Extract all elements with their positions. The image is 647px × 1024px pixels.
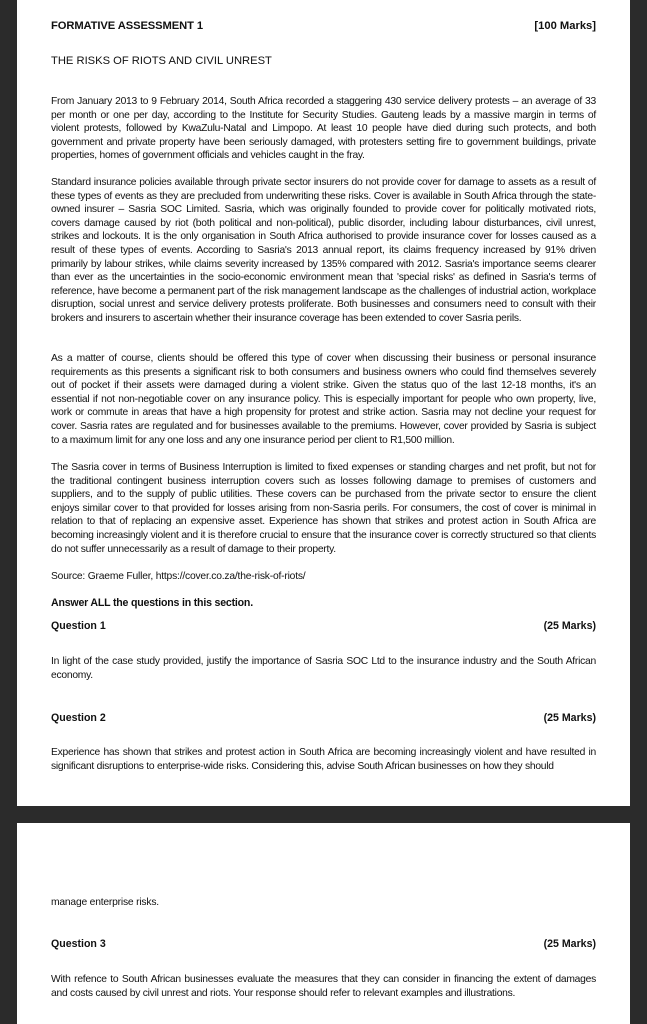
assessment-header — [51, 20, 596, 32]
question-3-text: With refence to South African businesses evaluate the measures that they can consider in financing the extent of damages and costs caused by civil unrest and riots. Your response should refer to relevant examples and illustrations. — [51, 974, 596, 999]
question-1-marks: (25 Marks) — [543, 620, 596, 632]
question-1-title: Question 1 — [51, 620, 106, 632]
paragraph-4: The Sasria cover in terms of Business Interruption is limited to fixed expenses or standing charges and net profit, but not for the traditional contingent business interruption covers such as losses following damage to premises of customers and suppliers, and to the supply of public utilities. These covers can be purchased from the private sector to ensure the client enjoys similar cover to that provided for losses arising from non-Sasria perils. For consumers, the cost of cover is minimal in relation to that of replacing an expensive asset. Experience has shown that strikes and protest action in South Africa are becoming increasingly violent and it is therefore crucial to ensure that the insurance cover is correctly structured so that clients do not suffer unnecessarily as a result of damage to their property. — [51, 462, 596, 555]
question-3-header — [51, 938, 596, 950]
question-2-header — [51, 712, 596, 724]
question-2-title: Question 2 — [51, 712, 106, 724]
document-page-2 — [17, 823, 630, 1024]
question-1-header — [51, 620, 596, 632]
section-instruction: Answer ALL the questions in this section. — [51, 597, 253, 609]
total-marks: [100 Marks] — [534, 20, 596, 32]
assessment-title: FORMATIVE ASSESSMENT 1 — [51, 20, 203, 32]
question-2-marks: (25 Marks) — [543, 712, 596, 724]
question-3-marks: (25 Marks) — [543, 938, 596, 950]
source-citation: Source: Graeme Fuller, https://cover.co.za/the-risk-of-riots/ — [51, 571, 306, 582]
question-2-text: Experience has shown that strikes and protest action in South Africa are becoming increasingly violent and have resulted in significant disruptions to enterprise-wide risks. Considering this, advise South African businesses on how they should — [51, 747, 596, 772]
paragraph-1: From January 2013 to 9 February 2014, South Africa recorded a staggering 430 service delivery protests – an average of 33 per month or one per day, according to the Institute for Security Studies. Gauteng leads by a massive margin in terms of violent protests, followed by KwaZulu-Natal and Limpopo. At least 10 people have died during such protects, and both government and private property have been seriously damaged, with protesters setting fire to government buildings, private properties, homes of government officials and vehicles caught in the fray. — [51, 96, 596, 162]
case-study-title: THE RISKS OF RIOTS AND CIVIL UNREST — [51, 55, 272, 67]
document-page-1 — [17, 0, 630, 806]
question-1-text: In light of the case study provided, justify the importance of Sasria SOC Ltd to the insurance industry and the South African economy. — [51, 656, 596, 681]
paragraph-3: As a matter of course, clients should be offered this type of cover when discussing their business or personal insurance requirements as this presents a significant risk to both consumers and business owners who could find themselves severely out of pocket if their assets were damaged during a violent strike. Given the status quo of the last 12-18 months, it's an essential if not non-negotiable cover on any insurance policy. This is especially important for people who own property, live, work or commute in areas that have a high propensity for protest and strike action. Sasria may not decline your request for cover. Sasria rates are regulated and for businesses available to the premiums. However, cover provided by Sasria is subject to a maximum limit for any one loss and any one insurance period per client to R1,500 million. — [51, 353, 596, 446]
question-2-continuation: manage enterprise risks. — [51, 897, 159, 908]
paragraph-2: Standard insurance policies available through private sector insurers do not provide cover for damage to assets as a result of these types of events as they are precluded from underwriting these risks. Cover is available in South Africa through the state-owned insurer – Sasria SOC Limited. Sasria, which was originally founded to provide cover for politically motivated riots, covers damage caused by riot (both political and non-political), public disorder, including labour disturbances, civil unrest, strikes and lockouts. It is the only organisation in South Africa authorised to provide insurance cover for losses caused as a result of these types of events. According to Sasria's 2013 annual report, its claims frequency increased by 91% driven primarily by labour strikes, while claims severity increased by 135% compared with 2012. Sasria's importance seems clearer than ever as the uncertainties in the socio-economic environment mean that 'special risks' as defined in Sasria's terms of reference, have become a permanent part of the risk management landscape as the challenges of industrial action, workplace disruption, social unrest and service delivery protests proliferate. Both businesses and consumers need to consult with their brokers and insurers to ascertain whether their insurance coverage has been extended to cover Sasria perils. — [51, 177, 596, 324]
question-3-title: Question 3 — [51, 938, 106, 950]
